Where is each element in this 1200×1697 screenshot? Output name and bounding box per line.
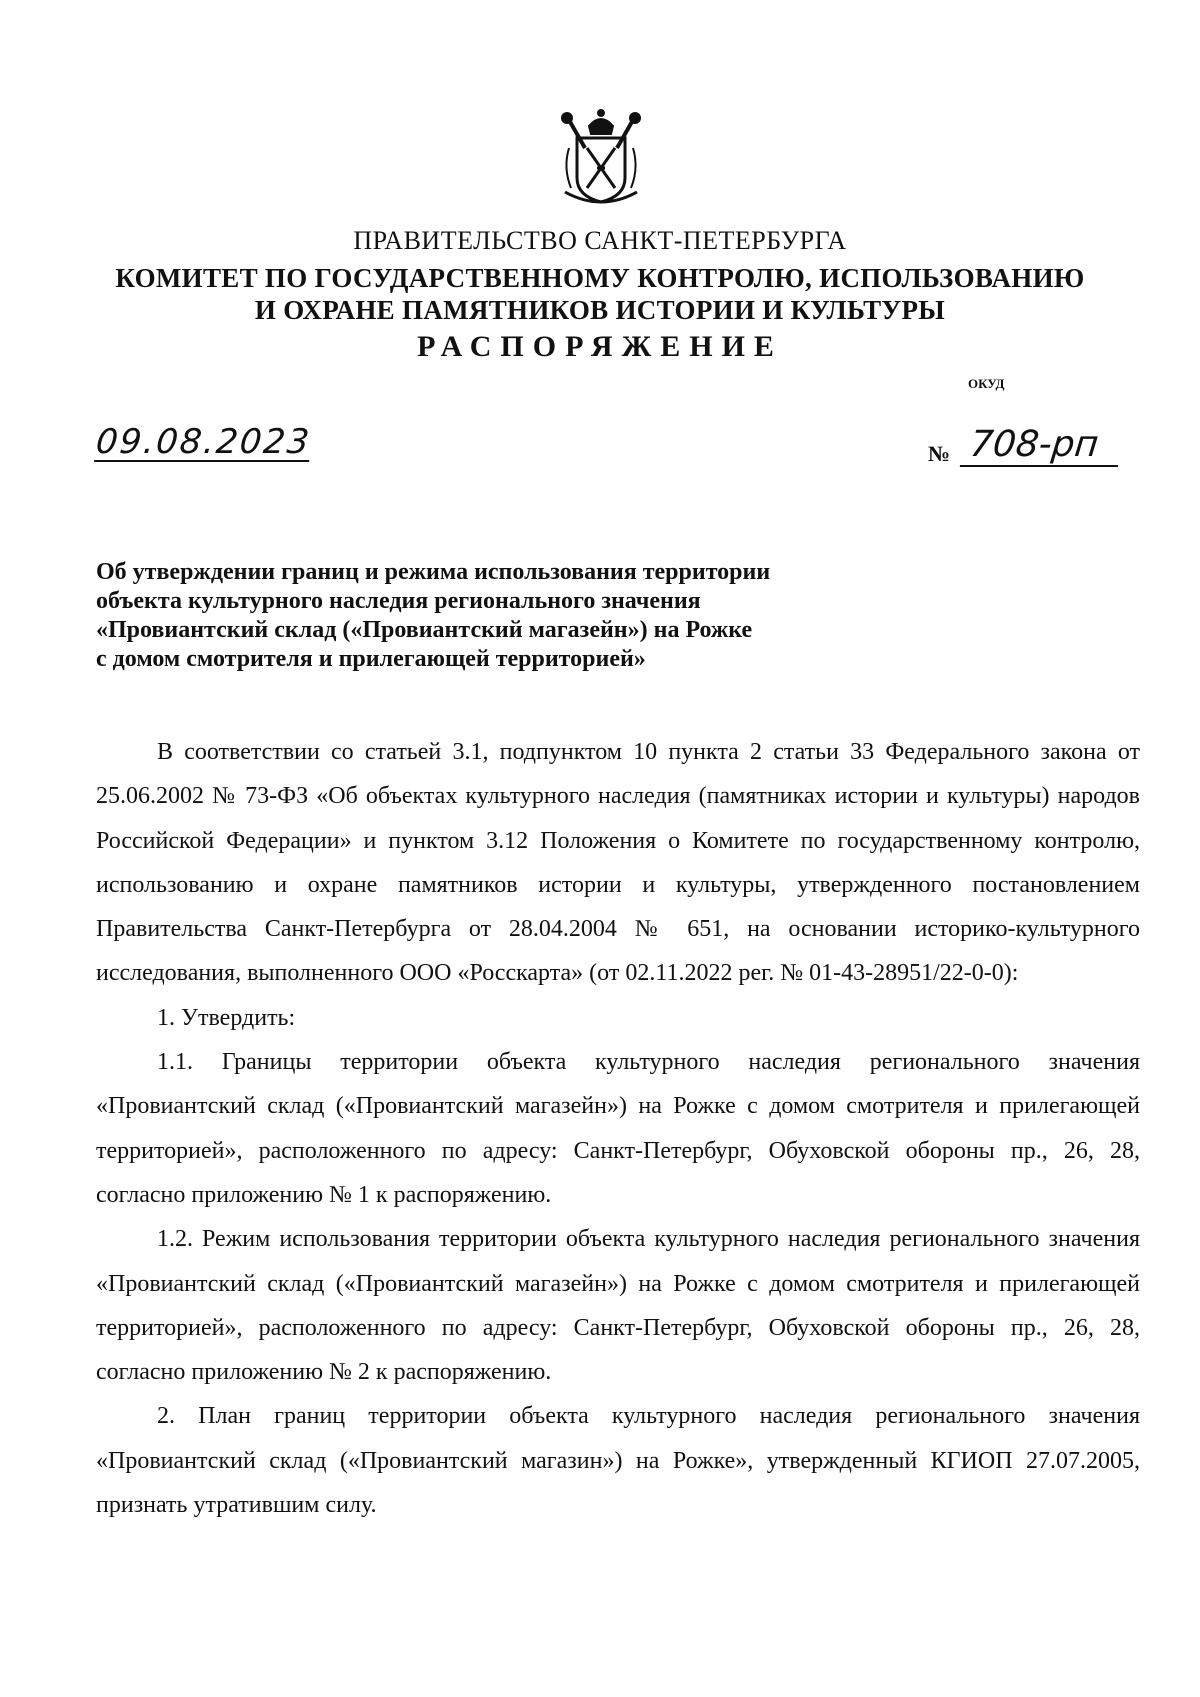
body-line: «Провиантский склад («Провиантский магазин») на Рожке», утвержденный КГИОП 27.07.2005, [96,1447,1140,1474]
body-line: согласно приложению № 1 к распоряжению. [96,1181,552,1208]
number-value: 708-рп [960,425,1122,467]
committee-title [0,262,1200,326]
body-line: 1. Утвердить: [157,1004,296,1031]
committee-title-line-1: КОМИТЕТ ПО ГОСУДАРСТВЕННОМУ КОНТРОЛЮ, ИСПОЛЬЗОВАНИЮ [115,263,1085,293]
body-line: Российской Федерации» и пунктом 3.12 Положения о Комитете по государственному контролю, [96,827,1140,854]
subject-line: с домом смотрителя и прилегающей территорией» [96,646,646,672]
body-line: Правительства Санкт-Петербурга от 28.04.2004 № 651, на основании историко-культурного [96,916,1140,943]
body-line: 1.2. Режим использования территории объекта культурного наследия регионального значения [157,1226,1140,1253]
body-line: исследования, выполненного ООО «Росскарта» (от 02.11.2022 рег. № 01-43-28951/22-0-0): [96,960,1019,987]
body-line: территорией», расположенного по адресу: Санкт-Петербург, Обуховской обороны пр., 26, 28, [96,1137,1140,1164]
document-body [96,730,1140,1527]
okud-label: ОКУД [968,376,1005,391]
body-line: «Провиантский склад («Провиантский магазейн») на Рожке с домом смотрителя и прилегающей [96,1270,1140,1297]
body-line: 25.06.2002 № 73-ФЗ «Об объектах культурного наследия (памятниках истории и культуры) народов [96,783,1140,810]
government-title: ПРАВИТЕЛЬСТВО САНКТ-ПЕТЕРБУРГА [353,226,847,255]
number-sign: № [928,441,951,466]
body-line: территорией», расположенного по адресу: Санкт-Петербург, Обуховской обороны пр., 26, 28, [96,1314,1140,1341]
subject-line: объекта культурного наследия регионального значения [96,588,701,614]
body-line: 1.1. Границы территории объекта культурного наследия регионального значения [157,1049,1140,1076]
body-line: согласно приложению № 2 к распоряжению. [96,1359,552,1386]
body-line: признать утратившим силу. [96,1492,377,1519]
committee-title-line-2: И ОХРАНЕ ПАМЯТНИКОВ ИСТОРИИ И КУЛЬТУРЫ [254,295,946,325]
body-line: использованию и охране памятников истории и культуры, утвержденного постановлением [96,871,1140,898]
subject-line: Об утверждении границ и режима использования территории [96,559,771,585]
body-line: 2. План границ территории объекта культурного наследия регионального значения [157,1403,1140,1430]
document-date: 09.08.2023 [94,422,313,462]
document-type: РАСПОРЯЖЕНИЕ [417,330,783,363]
document-subject [96,558,816,674]
coat-of-arms-icon [555,108,647,212]
subject-line: «Провиантский склад («Провиантский магазейн») на Рожке [96,617,753,643]
body-line: «Провиантский склад («Провиантский магазейн») на Рожке с домом смотрителя и прилегающей [96,1093,1140,1120]
body-line: В соответствии со статьей 3.1, подпунктом 10 пункта 2 статьи 33 Федерального закона от [157,739,1140,765]
